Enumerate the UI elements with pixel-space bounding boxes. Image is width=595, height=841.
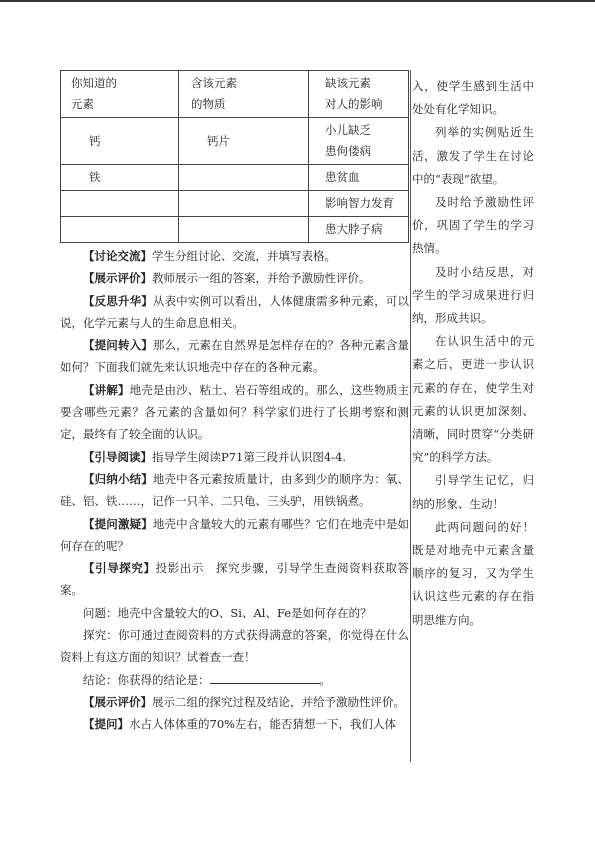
paragraph-evaluation: 【展示评价】教师展示一组的答案，并给予激励性评价。 [83,271,371,286]
element-table [60,70,409,243]
table-header-cell: 缺该元素 对人的影响 [309,71,409,118]
table-cell: 钙 [61,118,179,165]
paragraph-conclusion: 结论：你获得的结论是： 。 [83,672,331,687]
table-header-cell: 含该元素 的物质 [179,71,309,118]
table-row [61,118,409,165]
side-note: 列举的实例贴近生活，激发了学生在讨论中的“表现”欲望。 [412,125,534,186]
paragraph-explanation: 【讲解】地壳是由沙、粘土、岩石等组成的。那么，这些物质主要含哪些元素？各元素的含量如何？科学家们进行了长期考察和测定，最终有了较全面的认识。 [60,382,409,442]
table-cell: 患贫血 [309,165,409,191]
table-cell [179,165,309,191]
table-cell: 钙片 [179,118,309,165]
page-top-rule [0,0,595,2]
table-cell [61,217,179,243]
side-note: 及时小结反思，对学生的学习成果进行归纳，形成共识。 [412,264,534,326]
table-cell [61,191,179,217]
table-cell [179,191,309,217]
paragraph-question-transition: 【提问转入】那么，元素在自然界是怎样存在的？各种元素含量如何？下面我们就先来认识地壳中存在的各种元素。 [60,338,409,375]
side-notes-column [412,75,534,632]
table-header-row [61,71,409,118]
side-note: 入，使学生感到生活中处处有化学知识。 [412,79,534,117]
table-row [61,165,409,191]
paragraph-evaluation-2: 【展示评价】展示二组的探究过程及结论，并给予激励性评价。 [83,694,405,709]
table-cell: 铁 [61,165,179,191]
table-cell: 小儿缺乏 患佝偻病 [309,118,409,165]
side-note: 在认识生活中的元素之后，更进一步认识元素的存在，使学生对元素的认识更加深刻、清晰，同时贯穿“分类研究”的科学方法。 [412,334,534,465]
table-cell: 患大脖子病 [309,217,409,243]
paragraph-guided-reading: 【引导阅读】指导学生阅读P71第三段并认识图4-4. [83,449,347,464]
table-header-cell: 你知道的 元素 [61,71,179,118]
paragraph-reflection: 【反思升华】从表中实例可以看出，人体健康需多种元素，可以说，化学元素与人的生命息息相关。 [60,293,409,330]
main-column [60,70,409,736]
side-note: 引导学生记忆，归纳的形象、生动！ [412,473,534,511]
side-note: 及时给予激励性评价，巩固了学生的学习热情。 [412,195,534,256]
table-cell: 影响智力发育 [309,191,409,217]
side-note: 此两问题问的好！既是对地壳中元素含量顺序的复习，又为学生认识这些元素的存在指明思维方向。 [412,519,534,627]
paragraph-discussion: 【讨论交流】学生分组讨论、交流，并填写表格。 [83,249,336,263]
paragraph-inquiry: 探究：你可通过查阅资料的方式获得满意的答案，你觉得在什么资料上有这方面的知识？试着查一查！ [60,628,409,665]
column-divider [410,70,411,762]
paragraph-question: 【提问】水占人体体重的70%左右，能否猜想一下，我们人体 [83,717,397,732]
table-row [61,191,409,217]
table-cell [179,217,309,243]
paragraph-problem: 问题：地壳中含量较大的O、Si、Al、Fe是如何存在的？ [83,605,372,620]
answer-blank[interactable] [210,671,320,684]
paragraph-summary: 【归纳小结】地壳中各元素按质量计，由多到少的顺序为：氧、硅、铝、铁……，记作一只羊、二只龟、三头驴，用铁锅煮。 [60,471,409,509]
paragraph-question-doubt: 【提问激疑】地壳中含量较大的元素有哪些？它们在地壳中是如何存在的呢？ [60,516,409,553]
paragraph-guided-inquiry: 【引导探究】投影出示 探究步骤，引导学生查阅资料获取答案。 [60,561,409,598]
table-row [61,217,409,243]
